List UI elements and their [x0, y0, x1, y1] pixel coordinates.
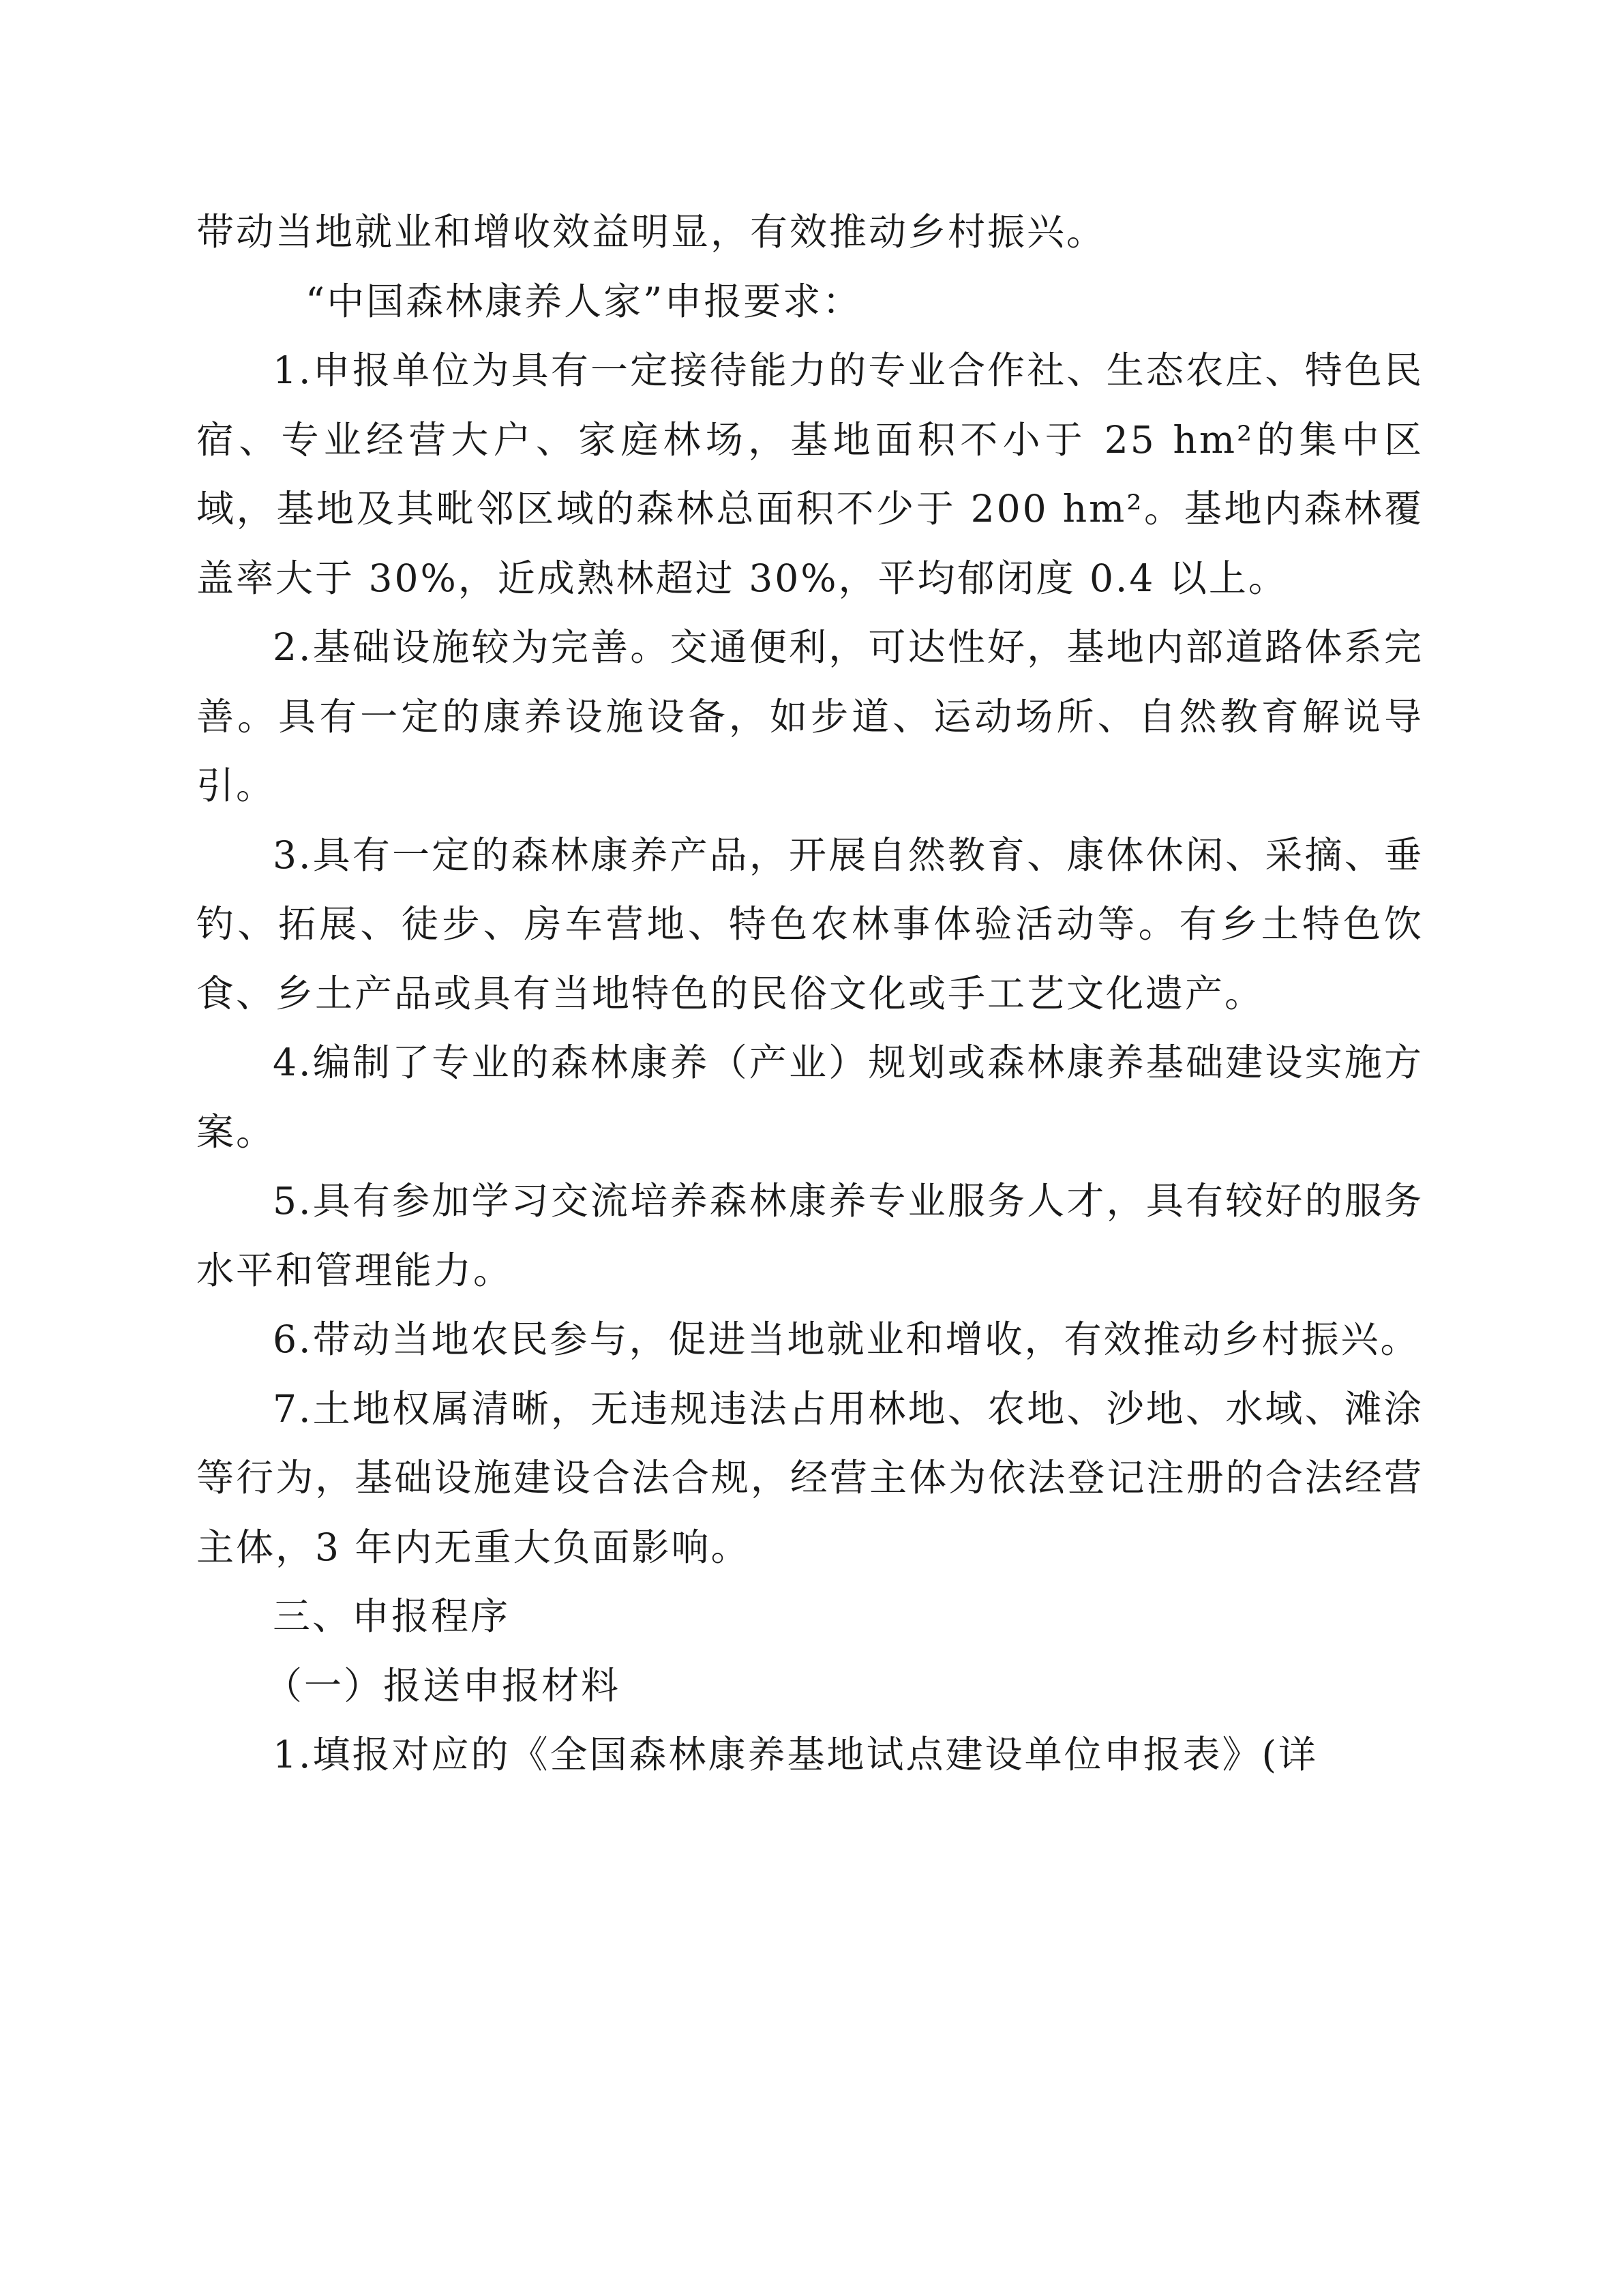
paragraph-materials-item-1: 1.填报对应的《全国森林康养基地试点建设单位申报表》(详 — [273, 1733, 1318, 1776]
paragraph-item-7: 7.土地权属清晰，无违规违法占用林地、农地、沙地、水域、滩涂等行为，基础设施建设合法合规，经营主体为依法登记注册的合法经营主体，3 年内无重大负面影响。 — [196, 1386, 1424, 1569]
section-heading-procedure: 三、申报程序 — [273, 1594, 511, 1638]
paragraph-item-6: 6.带动当地农民参与，促进当地就业和增收，有效推动乡村振兴。 — [273, 1317, 1420, 1361]
paragraph-continuation: 带动当地就业和增收效益明显，有效推动乡村振兴。 — [196, 210, 1107, 254]
paragraph-item-1: 1.申报单位为具有一定接待能力的专业合作社、生态农庄、特色民宿、专业经营大户、家庭林场，基地面积不小于 25 hm²的集中区域，基地及其毗邻区域的森林总面积不少于 200 hm²。基地内森林覆盖率大于 30%，近成熟林超过 30%，平均郁闭度 0.4 以上。 — [196, 348, 1424, 600]
paragraph-requirements-heading: “中国森林康养人家”申报要求： — [305, 279, 862, 323]
subsection-heading-materials: （一）报送申报材料 — [265, 1663, 621, 1708]
paragraph-item-2: 2.基础设施较为完善。交通便利，可达性好，基地内部道路体系完善。具有一定的康养设施设备，如步道、运动场所、自然教育解说导引。 — [196, 625, 1424, 807]
paragraph-item-3: 3.具有一定的森林康养产品，开展自然教育、康体休闲、采摘、垂钓、拓展、徒步、房车营地、特色农林事体验活动等。有乡土特色饮食、乡土产品或具有当地特色的民俗文化或手工艺文化遗产。 — [196, 833, 1424, 1015]
paragraph-item-5: 5.具有参加学习交流培养森林康养专业服务人才，具有较好的服务水平和管理能力。 — [196, 1179, 1424, 1292]
document-body — [196, 198, 1424, 1790]
paragraph-item-4: 4.编制了专业的森林康养（产业）规划或森林康养基础建设实施方案。 — [196, 1041, 1424, 1154]
